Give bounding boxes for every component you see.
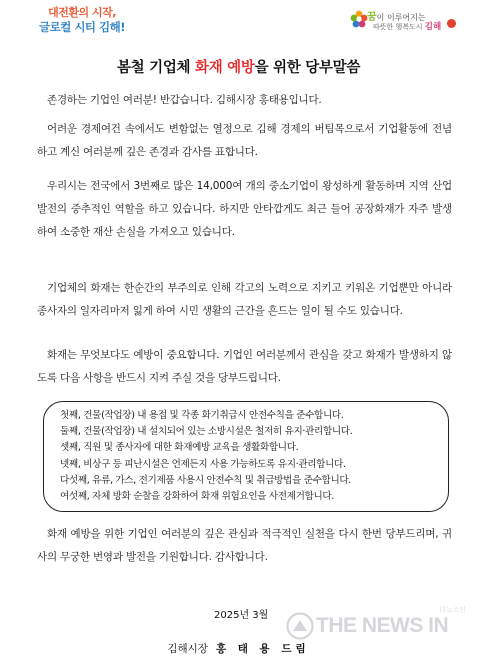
watermark-text: THE NEWS IN bbox=[316, 614, 449, 637]
signature-name: 홍 태 용 드림 bbox=[215, 643, 310, 655]
flower-icon bbox=[349, 9, 369, 29]
context-paragraph: 우리시는 전국에서 3번째로 많은 14,000여 개의 중소기업이 왕성하게 활동하며 지역 산업발전의 중추적인 역할을 하고 있습니다. 하지만 안타깝게도 최근 들어 공장화재가 자주 발생하여 소중한 재산 손실을 가져오고 있습니다. bbox=[37, 180, 452, 238]
slogan-line-2: 글로컬 시티 김해! bbox=[38, 20, 125, 34]
request-paragraph: 화재는 무엇보다도 예방이 중요합니다. 기업인 여러분께서 관심을 갖고 화재가 발생하지 않도록 다음 사항을 반드시 지켜 주실 것을 당부드립니다. bbox=[37, 349, 452, 384]
logo-dot-icon bbox=[447, 19, 456, 28]
slogan-logo bbox=[22, 5, 142, 35]
watermark-logo-icon bbox=[286, 612, 314, 640]
city-logo bbox=[315, 5, 465, 33]
checklist-item-6: 여섯째, 자체 방화 순찰을 강화하여 화재 위험요인을 사전제거합니다. bbox=[60, 491, 334, 502]
page-title: 봄철 기업체 화재 예방을 위한 당부말씀 bbox=[116, 60, 361, 76]
checklist-item-4: 넷째, 비상구 등 피난시설은 언제든지 사용 가능하도록 유지·관리합니다. bbox=[60, 459, 346, 470]
checklist-item-1: 첫째, 건물(작업장) 내 용접 및 각종 화기취급시 안전수칙을 준수합니다. bbox=[60, 410, 344, 421]
city-logo-line-2: 따뜻한 행복도시 김해 bbox=[373, 22, 442, 32]
risk-paragraph: 기업체의 화재는 한순간의 부주의로 인해 각고의 노력으로 지키고 키워온 기업뿐만 아니라 종사자의 일자리마저 잃게 하여 시민 생활의 근간을 흔드는 일이 될 수도 있습니다. bbox=[37, 282, 452, 317]
watermark-small-text: 더뉴스인 bbox=[438, 606, 466, 614]
checklist-item-2: 둘째, 건물(작업장) 내 설치되어 있는 소방시설은 철저히 유지·관리합니다. bbox=[60, 426, 353, 437]
checklist-item-5: 다섯째, 유류, 가스, 전기제품 사용시 안전수칙 및 취급방법을 준수합니다. bbox=[60, 475, 352, 486]
city-logo-line-1: 꿈이 이루어지는 bbox=[367, 12, 426, 23]
slogan-line-1: 대전환의 시작, bbox=[48, 6, 116, 19]
checklist-item-3: 셋째, 직원 및 종사자에 대한 화재예방 교육을 생활화합니다. bbox=[60, 442, 299, 453]
news-watermark bbox=[286, 606, 470, 646]
greeting-paragraph: 존경하는 기업인 여러분! 반갑습니다. 김해시장 홍태용입니다. bbox=[47, 94, 322, 106]
letter-date: 2025년 3월 bbox=[214, 610, 269, 621]
closing-paragraph: 화재 예방을 위한 기업인 여러분의 깊은 관심과 적극적인 실천을 다시 한번 당부드리며, 귀 사의 무궁한 번영과 발전을 기원합니다. 감사합니다. bbox=[37, 528, 452, 563]
gratitude-paragraph: 어려운 경제여건 속에서도 변함없는 열정으로 김해 경제의 버팀목으로서 기업활동에 전념하고 계신 여러분께 깊은 존경과 감사를 표합니다. bbox=[37, 123, 452, 158]
signature-role: 김해시장 bbox=[167, 643, 208, 655]
